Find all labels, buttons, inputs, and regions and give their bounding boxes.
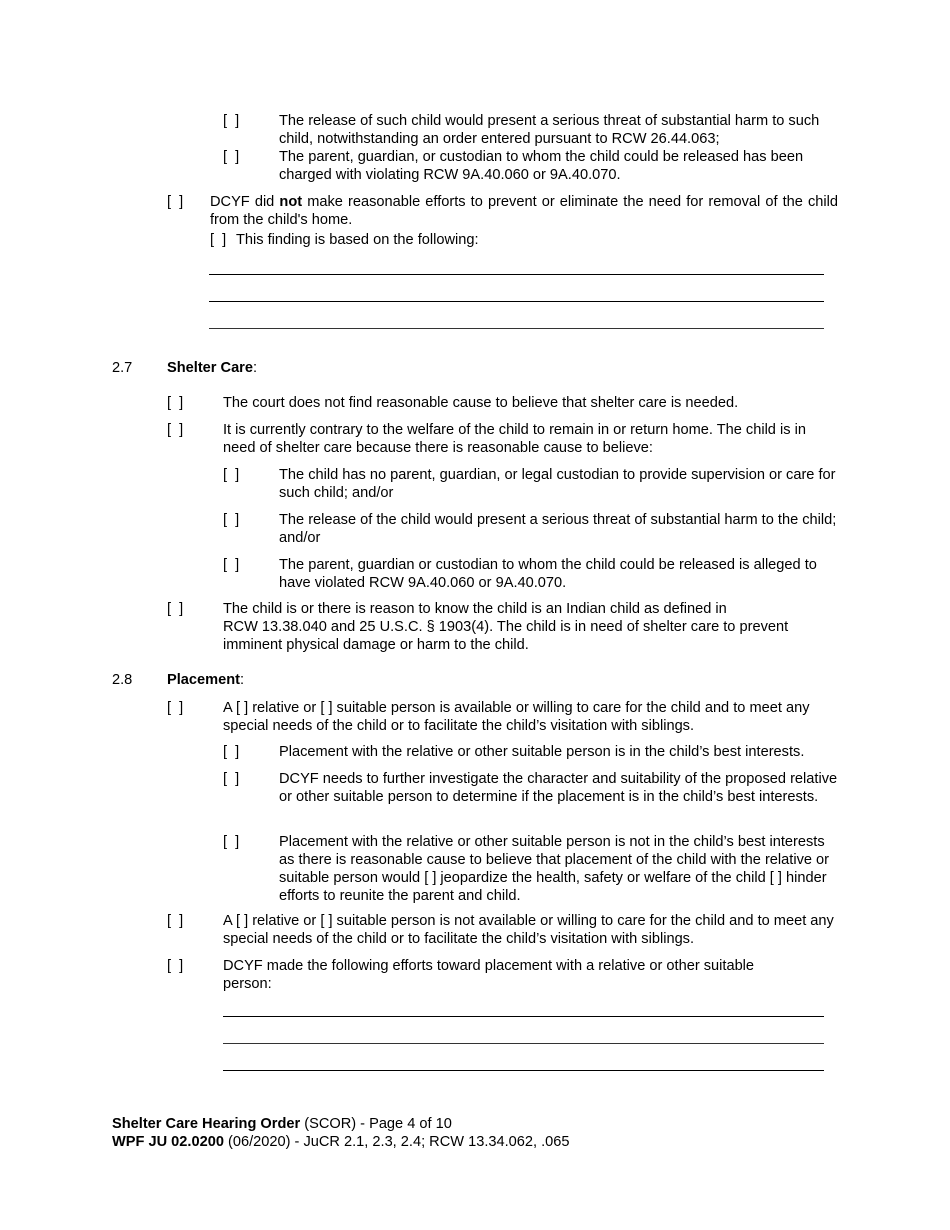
relative-not-available-text: A [ ] relative or [ ] suitable person is not available or willing to care for the child and to meet any special needs of the child or to facilitate the child’s visitation with siblings. bbox=[223, 913, 834, 947]
finding-line-3[interactable] bbox=[209, 328, 824, 329]
checkbox-further-investigate[interactable]: [ ] bbox=[223, 771, 240, 787]
checkbox-indian-child[interactable]: [ ] bbox=[167, 601, 184, 617]
placement-efforts-text: DCYF made the following efforts toward placement with a relative or other suitable person: bbox=[223, 958, 755, 992]
checkbox-best-interests[interactable]: [ ] bbox=[223, 744, 240, 760]
relative-available-text: A [ ] relative or [ ] suitable person is available or willing to care for the child and to meet any special needs of the child or to facilitate the child’s visitation with siblings. bbox=[223, 700, 810, 734]
efforts-line-2[interactable] bbox=[223, 1043, 824, 1044]
threat-harm-text: The release of such child would present a serious threat of substantial harm to such child, notwithstanding an order entered pursuant to RCW 26.44.063; bbox=[279, 113, 820, 147]
further-investigate-text: DCYF needs to further investigate the character and suitability of the proposed relative or other suitable person to determine if the placement is in the child’s best interests. bbox=[279, 771, 838, 805]
dcyf-not-emphasis: not bbox=[279, 194, 303, 210]
checkbox-no-parent[interactable]: [ ] bbox=[223, 467, 240, 483]
checkbox-placement-efforts[interactable]: [ ] bbox=[167, 958, 184, 974]
checkbox-relative-not-available[interactable]: [ ] bbox=[167, 913, 184, 929]
serious-threat-text: The release of the child would present a serious threat of substantial harm to the child; and/or bbox=[279, 512, 837, 546]
contrary-welfare-text: It is currently contrary to the welfare of the child to remain in or return home. The child is in need of shelter care because there is reasonable cause to believe: bbox=[223, 422, 806, 456]
finding-line-1[interactable] bbox=[209, 274, 824, 275]
dcyf-not-reasonable-text: DCYF did not make reasonable efforts to prevent or eliminate the need for removal of the child from the child's home. bbox=[210, 194, 839, 228]
best-interests-text: Placement with the relative or other suitable person is in the child’s best interests. bbox=[279, 744, 805, 760]
checkbox-charged-violation[interactable]: [ ] bbox=[223, 149, 240, 165]
checkbox-dcyf-not-reasonable[interactable]: [ ] bbox=[167, 194, 184, 210]
footer-form-title: Shelter Care Hearing Order (SCOR) - Page 4 of 10 bbox=[112, 1116, 452, 1132]
finding-line-2[interactable] bbox=[209, 301, 824, 302]
checkbox-relative-available[interactable]: [ ] bbox=[167, 700, 184, 716]
footer-form-number: WPF JU 02.0200 (06/2020) - JuCR 2.1, 2.3, 2.4; RCW 13.34.062, .065 bbox=[112, 1134, 570, 1150]
finding-basis-label: This finding is based on the following: bbox=[236, 232, 479, 248]
no-shelter-needed-text: The court does not find reasonable cause to believe that shelter care is needed. bbox=[223, 395, 739, 411]
section-2-7-heading: Shelter Care: bbox=[167, 360, 258, 376]
section-2-8-heading: Placement: bbox=[167, 672, 245, 688]
checkbox-no-shelter-needed[interactable]: [ ] bbox=[167, 395, 184, 411]
checkbox-threat-harm[interactable]: [ ] bbox=[223, 113, 240, 129]
no-parent-text: The child has no parent, guardian, or legal custodian to provide supervision or care for such child; and/or bbox=[279, 467, 836, 501]
charged-violation-text: The parent, guardian, or custodian to whom the child could be released has been charged with violating RCW 9A.40.060 or 9A.40.070. bbox=[279, 149, 804, 183]
checkbox-serious-threat[interactable]: [ ] bbox=[223, 512, 240, 528]
alleged-violation-text: The parent, guardian or custodian to whom the child could be released is alleged to have violated RCW 9A.40.060 or 9A.40.070. bbox=[279, 557, 817, 591]
section-2-8-number: 2.8 bbox=[112, 672, 133, 688]
efforts-line-1[interactable] bbox=[223, 1016, 824, 1017]
checkbox-contrary-welfare[interactable]: [ ] bbox=[167, 422, 184, 438]
section-2-7-number: 2.7 bbox=[112, 360, 133, 376]
efforts-line-3[interactable] bbox=[223, 1070, 824, 1071]
checkbox-finding-basis[interactable]: [ ] bbox=[210, 232, 227, 248]
checkbox-not-best-interests[interactable]: [ ] bbox=[223, 834, 240, 850]
checkbox-alleged-violation[interactable]: [ ] bbox=[223, 557, 240, 573]
not-best-interests-text: Placement with the relative or other suitable person is not in the child’s best interests as there is reasonable cause to believe that placement of the child with the relative or suitable person would [ ] jeopardize the health, safety or welfare of the child [ ] hinder efforts to reunite the parent and child. bbox=[279, 834, 830, 904]
indian-child-text: The child is or there is reason to know the child is an Indian child as defined in RCW 13.38.040 and 25 U.S.C. § 1903(4). The child is in need of shelter care to prevent imminent physical damage or harm to the child. bbox=[223, 601, 789, 653]
